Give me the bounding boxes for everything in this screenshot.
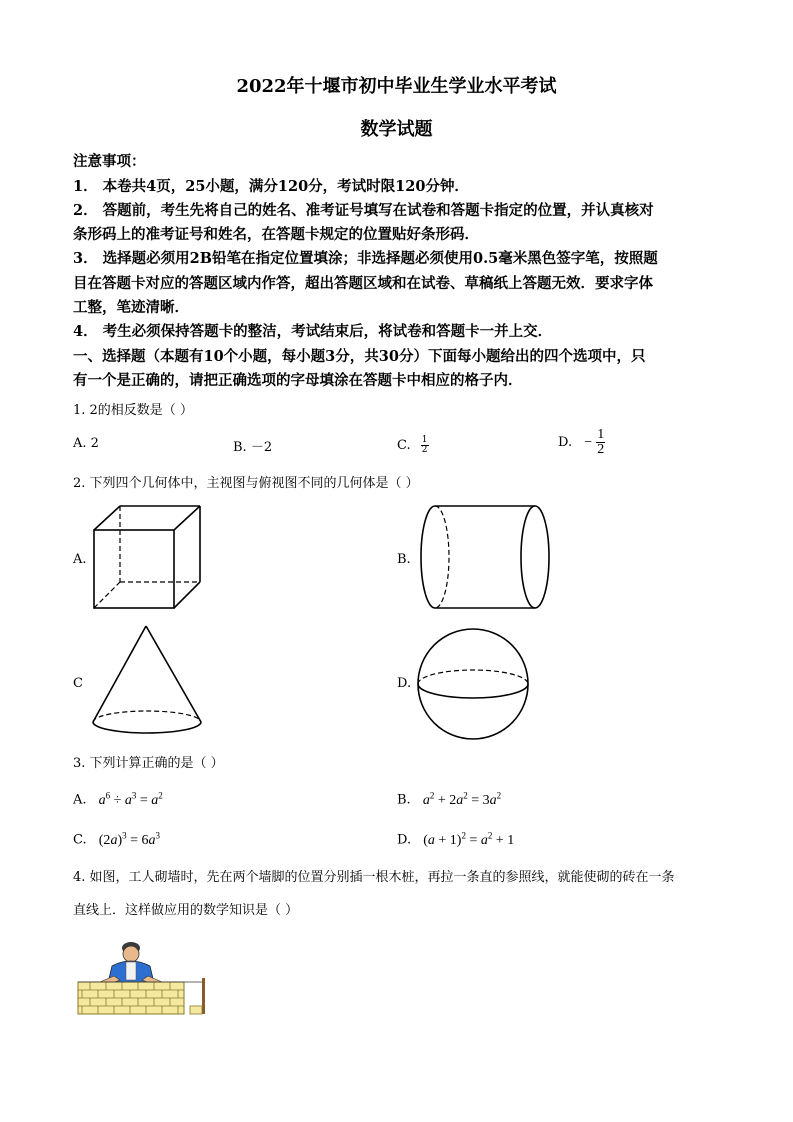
q3-option-c-expression: $(2a)^3 = 6a^3$ (98, 830, 161, 848)
q1-option-c-fraction (421, 436, 429, 455)
notice-item-3a: 3． 选择题必须用2B铅笔在指定位置填涂；非选择题必须使用0.5毫米黑色签字笔，按照题 (73, 250, 658, 267)
q1-option-a: A. 2 (73, 436, 99, 451)
notice-item-3b: 目在答题卡对应的答题区域内作答，超出答题区域和在试卷、草稿纸上答题无效．要求字体 (73, 275, 653, 292)
q3-option-a-label: A. (73, 792, 87, 808)
q4-stem-line-1: 4. 如图，工人砌墙时，先在两个墙脚的位置分别插一根木桩，再拉一条直的参照线，就能使砌的砖在一条 (73, 870, 675, 885)
exam-subtitle: 数学试题 (360, 119, 433, 140)
section-heading-line-1: 一、选择题（本题有10个小题，每小题3分，共30分）下面每小题给出的四个选项中，只 (73, 348, 646, 365)
q2-stem: 2. 下列四个几何体中，主视图与俯视图不同的几何体是（ ） (73, 476, 419, 491)
q1-stem: 1. 2的相反数是（ ） (73, 403, 193, 418)
loose-brick (190, 1006, 202, 1014)
fraction-denominator: 2 (421, 445, 428, 455)
notice-item-2b: 条形码上的准考证号和姓名，在答题卡规定的位置贴好条形码． (73, 226, 479, 243)
notice-item-3c: 工整，笔迹清晰． (73, 299, 189, 316)
q1-option-c (397, 436, 429, 455)
q2-option-a-label: A. (73, 552, 87, 567)
q3-option-b-expression: $a^2 + 2a^2 = 3a^2$ (422, 790, 502, 808)
q3-option-a-expression: $a^6 \div a^3 = a^2$ (98, 790, 163, 808)
q2-option-d-label: D. (397, 676, 412, 691)
q3-option-d-label: D. (397, 832, 412, 848)
fraction-numerator: 1 (421, 435, 428, 445)
q4-stem-line-2: 直线上．这样做应用的数学知识是（ ） (73, 903, 299, 918)
q2-option-b-label: B. (397, 552, 411, 567)
q3-option-c (73, 830, 160, 849)
wooden-stake (202, 978, 205, 1014)
q3-option-a (73, 790, 163, 809)
q3-option-b (397, 790, 501, 809)
q1-option-d-fraction (596, 428, 605, 457)
q1-option-d-label: D. (558, 435, 573, 450)
q3-stem: 3. 下列计算正确的是（ ） (73, 756, 224, 771)
q3-option-d (397, 830, 514, 849)
notice-item-4: 4． 考生必须保持答题卡的整洁，考试结束后，将试卷和答题卡一并上交． (73, 323, 553, 340)
q1-option-c-label: C. (397, 438, 411, 453)
notice-item-2a: 2． 答题前，考生先将自己的姓名、准考证号填写在试卷和答题卡指定的位置，并认真核对 (73, 202, 654, 219)
q3-option-b-label: B. (397, 792, 411, 808)
q2-option-c-label: C (73, 676, 83, 691)
q1-option-b: B. －2 (233, 440, 273, 455)
q1-option-d (558, 428, 605, 457)
notice-heading: 注意事项： (73, 153, 146, 170)
q3-option-c-label: C. (73, 832, 87, 848)
sphere-figure (413, 625, 533, 745)
q1-option-d-sign: − (584, 434, 593, 450)
notice-item-1: 1． 本卷共4页，25小题，满分120分，考试时限120分钟． (73, 178, 469, 195)
section-heading-line-2: 有一个是正确的，请把正确选项的字母填涂在答题卡中相应的格子内． (73, 372, 523, 389)
fraction-numerator: 1 (597, 427, 605, 442)
cylinder-figure (415, 502, 555, 614)
bricklayer-illustration (74, 938, 216, 1018)
exam-title: 2022年十堰市初中毕业生学业水平考试 (236, 76, 557, 97)
worker-figure (100, 942, 162, 986)
cube-figure (90, 502, 210, 614)
cone-figure (88, 622, 208, 740)
q3-option-d-expression: $(a + 1)^2 = a^2 + 1$ (423, 830, 515, 848)
fraction-denominator: 2 (597, 442, 605, 457)
brick-wall (78, 982, 184, 1014)
